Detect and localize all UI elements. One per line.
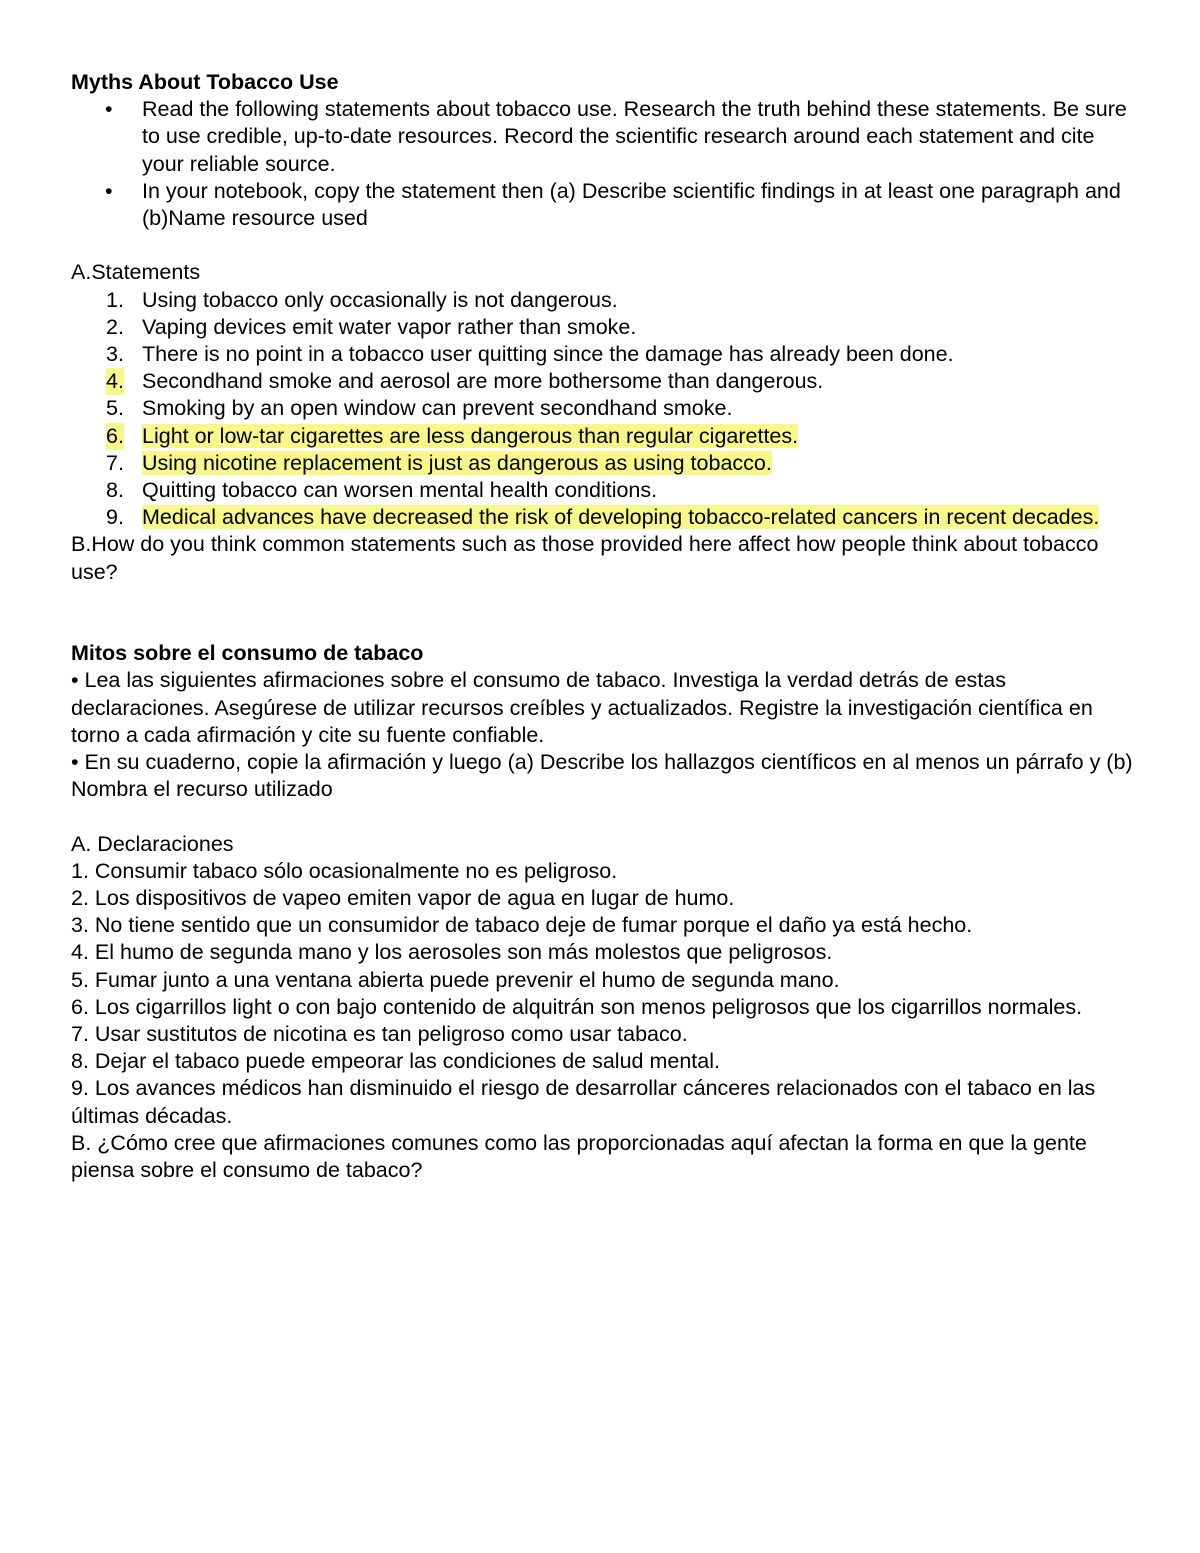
spanish-statement: 7. Usar sustitutos de nicotina es tan peligroso como usar tabaco.	[71, 1022, 688, 1047]
spanish-statement: 3. No tiene sentido que un consumidor de tabaco deje de fumar porque el daño ya está hecho.	[71, 913, 973, 938]
statement-text-highlighted: Medical advances have decreased the risk of developing tobacco-related cancers in recent decades.	[142, 505, 1100, 530]
statement-text-highlighted: Light or low-tar cigarettes are less dangerous than regular cigarettes.	[142, 423, 799, 448]
statement-text: Vaping devices emit water vapor rather than smoke.	[142, 314, 637, 339]
statement-item	[71, 368, 1141, 395]
statement-text-highlighted: Using nicotine replacement is just as dangerous as using tobacco.	[142, 450, 772, 475]
statement-item	[71, 450, 1141, 477]
statement-item	[71, 287, 1141, 314]
statement-text: There is no point in a tobacco user quitting since the damage has already been done.	[142, 342, 954, 367]
statement-number: 1.	[106, 287, 124, 312]
statement-item	[71, 395, 1141, 422]
spanish-instruction: • En su cuaderno, copie la afirmación y luego (a) Describe los hallazgos científicos en al menos un párrafo y (b) Nombra el recurso utilizado	[71, 750, 1133, 802]
statement-number: 2.	[106, 314, 124, 339]
english-statements-list	[71, 287, 1141, 532]
instruction-text: In your notebook, copy the statement then (a) Describe scientific findings in at least one paragraph and (b)Name resource used	[142, 178, 1121, 231]
instruction-item	[71, 178, 1141, 232]
english-title: Myths About Tobacco Use	[71, 70, 339, 94]
english-instructions	[71, 96, 1141, 232]
statement-number-highlighted: 6.	[106, 423, 124, 450]
statement-number-highlighted: 4.	[106, 368, 124, 395]
statement-number: 7.	[106, 450, 124, 475]
document-page	[71, 69, 1141, 1184]
english-section-a-heading: A.Statements	[71, 260, 201, 285]
statement-item	[71, 314, 1141, 341]
spanish-statement: 6. Los cigarrillos light o con bajo contenido de alquitrán son menos peligrosos que los cigarrillos normales.	[71, 994, 1083, 1019]
instruction-item	[71, 96, 1141, 178]
instruction-text: Read the following statements about tobacco use. Research the truth behind these statements. Be sure to use credible, up-to-date resources. Record the scientific research around each statement and cite your reliable source.	[142, 97, 1127, 176]
bullet-icon: •	[105, 97, 113, 122]
statement-number: 5.	[106, 396, 124, 421]
spanish-section-b: B. ¿Cómo cree que afirmaciones comunes como las proporcionadas aquí afectan la forma en que la gente piensa sobre el consumo de tabaco?	[71, 1130, 1087, 1183]
spanish-statement: 2. Los dispositivos de vapeo emiten vapor de agua en lugar de humo.	[71, 886, 735, 911]
statement-number: 9.	[106, 505, 124, 530]
statement-text: Smoking by an open window can prevent secondhand smoke.	[142, 396, 733, 421]
spanish-statement: 5. Fumar junto a una ventana abierta puede prevenir el humo de segunda mano.	[71, 967, 840, 992]
statement-text: Using tobacco only occasionally is not dangerous.	[142, 287, 618, 312]
statement-item	[71, 477, 1141, 504]
bullet-icon: •	[105, 178, 113, 203]
statement-text: Secondhand smoke and aerosol are more bothersome than dangerous.	[142, 369, 824, 394]
spanish-section-a-heading: A. Declaraciones	[71, 831, 234, 856]
statement-item	[71, 423, 1141, 450]
spanish-instruction: • Lea las siguientes afirmaciones sobre el consumo de tabaco. Investiga la verdad detrás de estas declaraciones. Asegúrese de utilizar recursos creíbles y actualizados. Registre la investigación científica en torno a cada afirmación y cite su fuente confiable.	[71, 668, 1093, 747]
statement-number: 8.	[106, 478, 124, 503]
spanish-title: Mitos sobre el consumo de tabaco	[71, 641, 424, 666]
spanish-statement: 4. El humo de segunda mano y los aerosoles son más molestos que peligrosos.	[71, 940, 833, 965]
statement-item	[71, 504, 1141, 531]
statement-number: 3.	[106, 342, 124, 367]
spanish-statement: 1. Consumir tabaco sólo ocasionalmente no es peligroso.	[71, 858, 618, 883]
spanish-statement: 9. Los avances médicos han disminuido el riesgo de desarrollar cánceres relacionados con el tabaco en las últimas décadas.	[71, 1076, 1096, 1128]
english-section-b: B.How do you think common statements such as those provided here affect how people think about tobacco use?	[71, 532, 1099, 584]
statement-text: Quitting tobacco can worsen mental health conditions.	[142, 478, 658, 503]
spanish-statement: 8. Dejar el tabaco puede empeorar las condiciones de salud mental.	[71, 1049, 720, 1074]
statement-item	[71, 341, 1141, 368]
